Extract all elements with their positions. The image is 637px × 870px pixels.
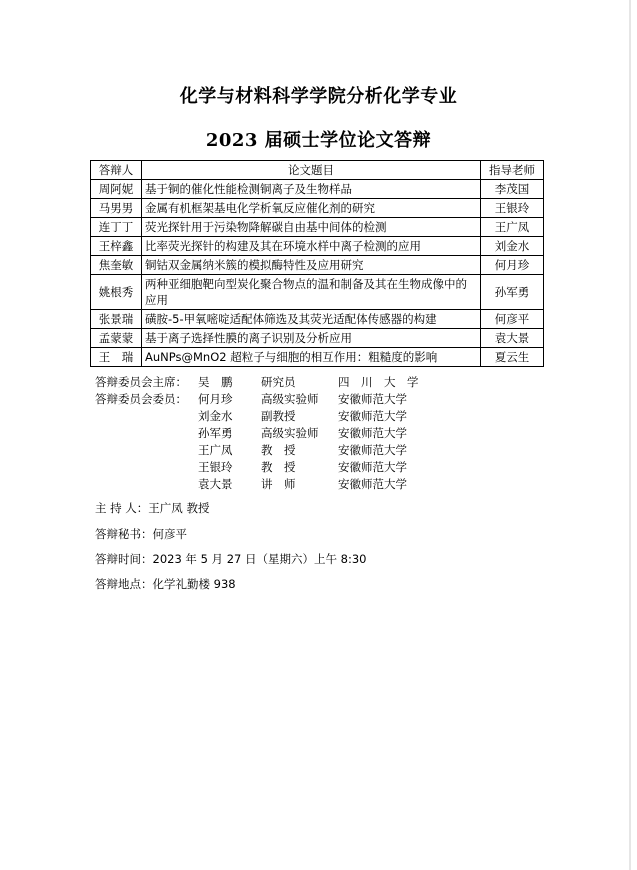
advisor-cell: 孙军勇 (481, 275, 544, 310)
thesis-title-cell: 铜钴双金属纳米簇的模拟酶特性及应用研究 (142, 256, 481, 275)
committee-member-org: 安徽师范大学 (338, 392, 407, 406)
document-heading-line2: 2023 届硕士学位论文答辩 (205, 130, 432, 151)
committee-member-name: 刘金水 (198, 409, 233, 423)
advisor-cell: 王广凤 (481, 218, 544, 237)
table-row (91, 329, 544, 348)
table-row (91, 256, 544, 275)
committee-member-title: 讲 师 (261, 477, 296, 491)
committee-role-label: 答辩委员会主席： (95, 375, 187, 389)
committee-member-name: 孙军勇 (198, 426, 233, 440)
advisor-cell: 何彦平 (481, 310, 544, 329)
thesis-title-cell: AuNPs@MnO2 超粒子与细胞的相互作用：粗糙度的影响 (142, 348, 481, 367)
table-header-row (91, 161, 544, 180)
table-row (91, 218, 544, 237)
committee-member-name: 袁大景 (198, 477, 233, 491)
defender-name-cell: 王梓鑫 (91, 237, 142, 256)
defender-name-cell: 张景瑞 (91, 310, 142, 329)
header-thesis-title: 论文题目 (142, 161, 481, 180)
table-row (91, 199, 544, 218)
committee-member-org: 安徽师范大学 (338, 477, 407, 491)
table-row (91, 310, 544, 329)
advisor-cell: 何月珍 (481, 256, 544, 275)
defender-name-cell: 焦奎敏 (91, 256, 142, 275)
committee-member-org: 安徽师范大学 (338, 443, 407, 457)
committee-member-title: 教 授 (261, 460, 296, 474)
committee-member-name: 王银玲 (198, 460, 233, 474)
committee-member-org: 安徽师范大学 (338, 426, 407, 440)
table-row (91, 275, 544, 310)
committee-member-title: 研究员 (261, 375, 296, 389)
advisor-cell: 刘金水 (481, 237, 544, 256)
defender-name-cell: 周阿妮 (91, 180, 142, 199)
host-line: 主 持 人：王广凤 教授 (95, 501, 210, 515)
thesis-title-cell: 两种亚细胞靶向型炭化聚合物点的温和制备及其在生物成像中的应用 (142, 275, 481, 310)
committee-member-title: 高级实验师 (261, 392, 319, 406)
advisor-cell: 李茂国 (481, 180, 544, 199)
thesis-title-cell: 基于铜的催化性能检测铜离子及生物样品 (142, 180, 481, 199)
advisor-cell: 王银玲 (481, 199, 544, 218)
document-heading-line1: 化学与材料科学学院分析化学专业 (179, 86, 458, 107)
defender-name-cell: 王 瑞 (91, 348, 142, 367)
committee-role-label: 答辩委员会委员： (95, 392, 187, 406)
committee-member-name: 王广凤 (198, 443, 233, 457)
defender-name-cell: 马男男 (91, 199, 142, 218)
committee-member-org: 安徽师范大学 (338, 409, 407, 423)
committee-member-title: 高级实验师 (261, 426, 319, 440)
table-row (91, 348, 544, 367)
thesis-title-cell: 磺胺-5-甲氧嘧啶适配体筛选及其荧光适配体传感器的构建 (142, 310, 481, 329)
location-line: 答辩地点：化学礼勤楼 938 (95, 577, 236, 591)
thesis-title-cell: 荧光探针用于污染物降解碳自由基中间体的检测 (142, 218, 481, 237)
committee-member-name: 何月珍 (198, 392, 233, 406)
header-defender: 答辩人 (91, 161, 142, 180)
defender-name-cell: 连丁丁 (91, 218, 142, 237)
committee-member-title: 教 授 (261, 443, 296, 457)
defender-name-cell: 孟蒙蒙 (91, 329, 142, 348)
defender-name-cell: 姚根秀 (91, 275, 142, 310)
thesis-title-cell: 基于离子选择性膜的离子识别及分析应用 (142, 329, 481, 348)
advisor-cell: 夏云生 (481, 348, 544, 367)
thesis-title-cell: 比率荧光探针的构建及其在环境水样中离子检测的应用 (142, 237, 481, 256)
advisor-cell: 袁大景 (481, 329, 544, 348)
table-row (91, 180, 544, 199)
defense-schedule-table (90, 160, 544, 367)
table-row (91, 237, 544, 256)
committee-member-name: 吴 鹏 (198, 375, 233, 389)
committee-member-title: 副教授 (261, 409, 296, 423)
committee-member-org: 四 川 大 学 (338, 375, 419, 389)
time-line: 答辩时间：2023 年 5 月 27 日（星期六）上午 8:30 (95, 552, 367, 566)
thesis-title-cell: 金属有机框架基电化学析氧反应催化剂的研究 (142, 199, 481, 218)
committee-member-org: 安徽师范大学 (338, 460, 407, 474)
secretary-line: 答辩秘书：何彦平 (95, 527, 187, 541)
header-advisor: 指导老师 (481, 161, 544, 180)
